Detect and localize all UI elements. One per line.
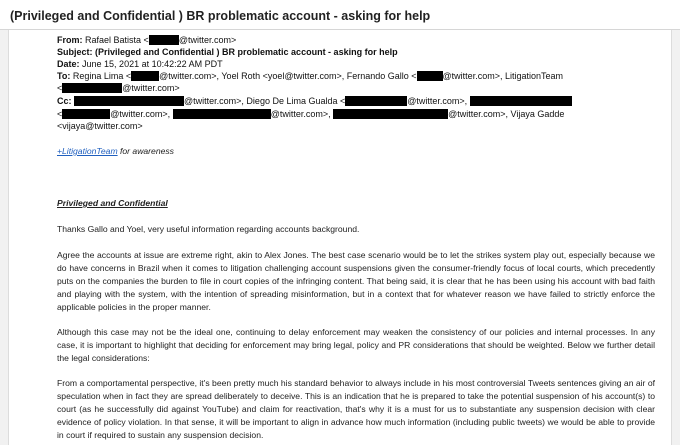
to-lt-open: < bbox=[57, 83, 63, 93]
confidential-heading bbox=[57, 197, 655, 210]
to-gallo-domain: @twitter.com>, LitigationTeam bbox=[442, 71, 563, 81]
redaction-box bbox=[173, 109, 271, 119]
mention-rest: for awareness bbox=[117, 146, 174, 156]
from-domain: @twitter.com> bbox=[178, 35, 237, 45]
from-name: Rafael Batista < bbox=[85, 35, 149, 45]
to-label: To: bbox=[57, 71, 71, 81]
redaction-box bbox=[131, 71, 159, 81]
to-line-2 bbox=[57, 83, 180, 94]
cc-line-2 bbox=[57, 109, 564, 120]
cc-1-domain: @twitter.com>, Diego De Lima Gualda < bbox=[184, 96, 346, 106]
redaction-box bbox=[62, 83, 122, 93]
cc-label: Cc: bbox=[57, 96, 72, 106]
to-regina: Regina Lima < bbox=[72, 71, 132, 81]
date-label: Date: bbox=[57, 59, 80, 69]
subject-bar bbox=[0, 0, 680, 30]
subject-bar-title: (Privileged and Confidential ) BR problematic account - asking for help bbox=[10, 9, 431, 23]
subject-line bbox=[57, 47, 398, 58]
redaction-box bbox=[62, 109, 110, 119]
date-line bbox=[57, 59, 223, 70]
redaction-box bbox=[333, 109, 448, 119]
paragraph-1: Thanks Gallo and Yoel, very useful information regarding accounts background. bbox=[57, 224, 360, 234]
email-document bbox=[8, 30, 672, 445]
cc-line2-open: < bbox=[57, 109, 63, 119]
redaction-box bbox=[345, 96, 407, 106]
paragraph-4: From a comportamental perspective, it's been pretty much his standard behavior to always include in his most controversial Tweets sentences giving an air of speculation when in fact they are spread deliberately to deceive. This is an indication that he is prepared to take the potential suspension of his account(s) to court (as he successfully did against YouTube) and claim for reactivation, that's why it is a must for us to substantiate any suspension decision with clear evidence of policy violation. In that sense, it will be important to align in advance how much information (including public tweets) we would be able to provide in court if required to sustain any suspension decision. bbox=[57, 378, 655, 440]
litigation-team-link[interactable]: +LitigationTeam bbox=[57, 146, 118, 156]
cc-5-domain: @twitter.com>, Vijaya Gadde bbox=[448, 109, 565, 119]
redaction-box bbox=[149, 35, 179, 45]
cc-line-3 bbox=[57, 121, 143, 132]
paragraph-3: Although this case may not be the ideal one, continuing to delay enforcement may weaken the consistency of our policies and internal processes. In any case, it is important to highlight that deciding for enforcement may bring legal, policy and PR considerations that should be weighted. Below we further detail the legal considerations: bbox=[57, 327, 655, 363]
to-regina-domain: @twitter.com>, Yoel Roth <yoel@twitter.com>, Fernando Gallo < bbox=[159, 71, 417, 81]
to-lt-domain: @twitter.com> bbox=[122, 83, 180, 93]
cc-vijaya: <vijaya@twitter.com> bbox=[57, 121, 143, 131]
heading-text: Privileged and Confidential bbox=[57, 198, 168, 208]
cc-3-domain: @twitter.com>, bbox=[110, 109, 171, 119]
redaction-box bbox=[74, 96, 184, 106]
cc-diego-domain: @twitter.com>, bbox=[407, 96, 468, 106]
subject-label: Subject: bbox=[57, 47, 93, 57]
date-value: June 15, 2021 at 10:42:22 AM PDT bbox=[82, 59, 223, 69]
from-line bbox=[57, 35, 236, 46]
mention-line bbox=[57, 145, 655, 158]
subject-value: (Privileged and Confidential ) BR problematic account - asking for help bbox=[95, 47, 398, 57]
paragraph-2: Agree the accounts at issue are extreme right, akin to Alex Jones. The best case scenario would be to let the strikes system play out, especially because we do have concerns in Brazil when it comes to litigation challenging account suspensions given the consumer-friendly focus of local courts, which precedently puts on the companies the burden to file in court copies of the infringing content. That being said, it is clear that he has been using his account with bad faith and playing with the system, with the intention of spreading misinformation, but in a context that for whatever reason we have failed to strictly enforce the applicable policies in the proper manner. bbox=[57, 250, 655, 312]
redaction-box bbox=[417, 71, 443, 81]
to-line bbox=[57, 71, 563, 82]
cc-4-domain: @twitter.com>, bbox=[270, 109, 331, 119]
redaction-box bbox=[470, 96, 572, 106]
cc-line bbox=[57, 96, 572, 107]
from-label: From: bbox=[57, 35, 83, 45]
